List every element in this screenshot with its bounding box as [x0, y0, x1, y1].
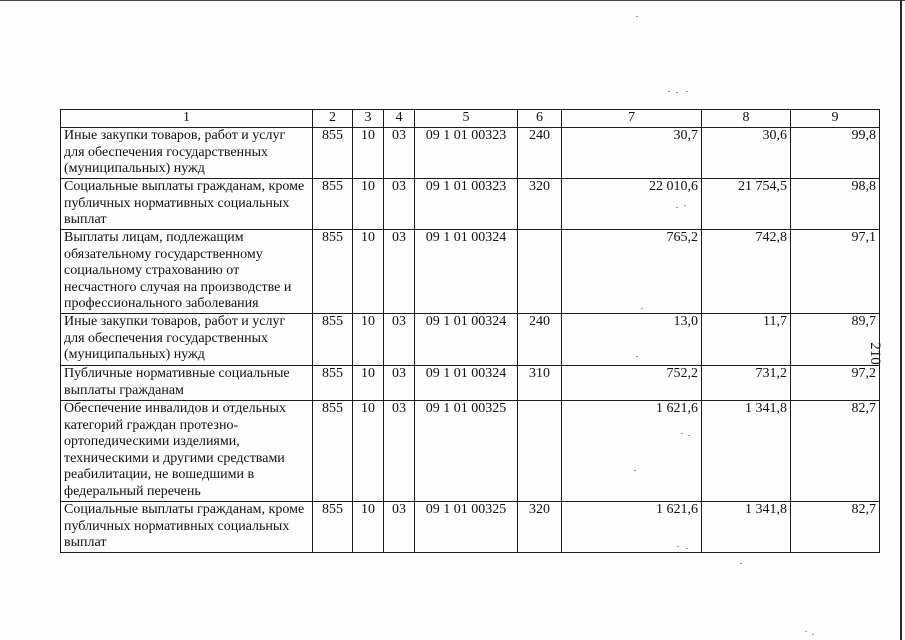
cell-subsection: 03 — [384, 401, 415, 502]
cell-percent: 82,7 — [791, 401, 880, 502]
cell-name: Обеспечение инвалидов и отдельных категорий граждан протезно-ортопедическими изделиями, техническими и другими средствами реабилитации, не вошедшими в федеральный перечень — [61, 401, 313, 502]
cell-executed: 1 341,8 — [702, 401, 791, 502]
cell-percent: 99,8 — [791, 128, 880, 179]
header-cell-8: 8 — [702, 110, 791, 128]
header-cell-9: 9 — [791, 110, 880, 128]
cell-executed: 11,7 — [702, 314, 791, 366]
cell-subsection: 03 — [384, 366, 415, 401]
cell-name: Социальные выплаты гражданам, кроме публичных нормативных социальных выплат — [61, 179, 313, 230]
cell-target-article: 09 1 01 00324 — [415, 230, 518, 314]
cell-section: 10 — [353, 230, 384, 314]
cell-name: Иные закупки товаров, работ и услуг для обеспечения государственных (муниципальных) нужд — [61, 314, 313, 366]
table-row — [61, 502, 880, 553]
cell-executed: 1 341,8 — [702, 502, 791, 553]
cell-planned: 30,7 — [562, 128, 702, 179]
cell-percent: 98,8 — [791, 179, 880, 230]
cell-target-article: 09 1 01 00323 — [415, 179, 518, 230]
cell-subsection: 03 — [384, 179, 415, 230]
table-body — [61, 110, 880, 553]
cell-admin-code: 855 — [313, 366, 353, 401]
table-row — [61, 314, 880, 366]
table-header-row — [61, 110, 880, 128]
header-cell-5: 5 — [415, 110, 518, 128]
cell-expense-type: 240 — [518, 314, 562, 366]
cell-expense-type: 240 — [518, 128, 562, 179]
cell-section: 10 — [353, 314, 384, 366]
cell-expense-type — [518, 230, 562, 314]
cell-percent: 97,1 — [791, 230, 880, 314]
table-row — [61, 366, 880, 401]
cell-name: Выплаты лицам, подлежащим обязательному государственному социальному страхованию от несчастного случая на производстве и профессионального заболевания — [61, 230, 313, 314]
cell-subsection: 03 — [384, 502, 415, 553]
header-cell-2: 2 — [313, 110, 353, 128]
header-cell-7: 7 — [562, 110, 702, 128]
cell-admin-code: 855 — [313, 179, 353, 230]
cell-planned: 1 621,6 — [562, 502, 702, 553]
cell-subsection: 03 — [384, 128, 415, 179]
cell-executed: 30,6 — [702, 128, 791, 179]
cell-name: Иные закупки товаров, работ и услуг для обеспечения государственных (муниципальных) нужд — [61, 128, 313, 179]
cell-planned: 1 621,6 — [562, 401, 702, 502]
cell-section: 10 — [353, 179, 384, 230]
cell-percent: 89,7 — [791, 314, 880, 366]
cell-section: 10 — [353, 502, 384, 553]
page-number: 210 — [866, 342, 883, 365]
table-row — [61, 230, 880, 314]
cell-expense-type: 310 — [518, 366, 562, 401]
cell-planned: 13,0 — [562, 314, 702, 366]
cell-percent: 82,7 — [791, 502, 880, 553]
header-cell-3: 3 — [353, 110, 384, 128]
cell-subsection: 03 — [384, 314, 415, 366]
scan-edge-top — [0, 0, 905, 1]
cell-target-article: 09 1 01 00325 — [415, 401, 518, 502]
cell-planned: 765,2 — [562, 230, 702, 314]
cell-planned: 22 010,6 — [562, 179, 702, 230]
cell-admin-code: 855 — [313, 128, 353, 179]
scan-edge-right — [900, 0, 902, 640]
cell-target-article: 09 1 01 00324 — [415, 314, 518, 366]
table-row — [61, 128, 880, 179]
cell-expense-type — [518, 401, 562, 502]
cell-target-article: 09 1 01 00324 — [415, 366, 518, 401]
cell-executed: 731,2 — [702, 366, 791, 401]
table-row — [61, 179, 880, 230]
cell-executed: 742,8 — [702, 230, 791, 314]
cell-admin-code: 855 — [313, 230, 353, 314]
cell-percent: 97,2 — [791, 366, 880, 401]
cell-admin-code: 855 — [313, 401, 353, 502]
cell-expense-type: 320 — [518, 179, 562, 230]
cell-section: 10 — [353, 366, 384, 401]
cell-admin-code: 855 — [313, 502, 353, 553]
header-cell-1: 1 — [61, 110, 313, 128]
cell-planned: 752,2 — [562, 366, 702, 401]
cell-name: Публичные нормативные социальные выплаты гражданам — [61, 366, 313, 401]
cell-section: 10 — [353, 401, 384, 502]
cell-subsection: 03 — [384, 230, 415, 314]
cell-section: 10 — [353, 128, 384, 179]
cell-target-article: 09 1 01 00325 — [415, 502, 518, 553]
cell-executed: 21 754,5 — [702, 179, 791, 230]
cell-admin-code: 855 — [313, 314, 353, 366]
cell-expense-type: 320 — [518, 502, 562, 553]
budget-table — [60, 109, 880, 553]
cell-target-article: 09 1 01 00323 — [415, 128, 518, 179]
cell-name: Социальные выплаты гражданам, кроме публичных нормативных социальных выплат — [61, 502, 313, 553]
header-cell-6: 6 — [518, 110, 562, 128]
header-cell-4: 4 — [384, 110, 415, 128]
table-row — [61, 401, 880, 502]
